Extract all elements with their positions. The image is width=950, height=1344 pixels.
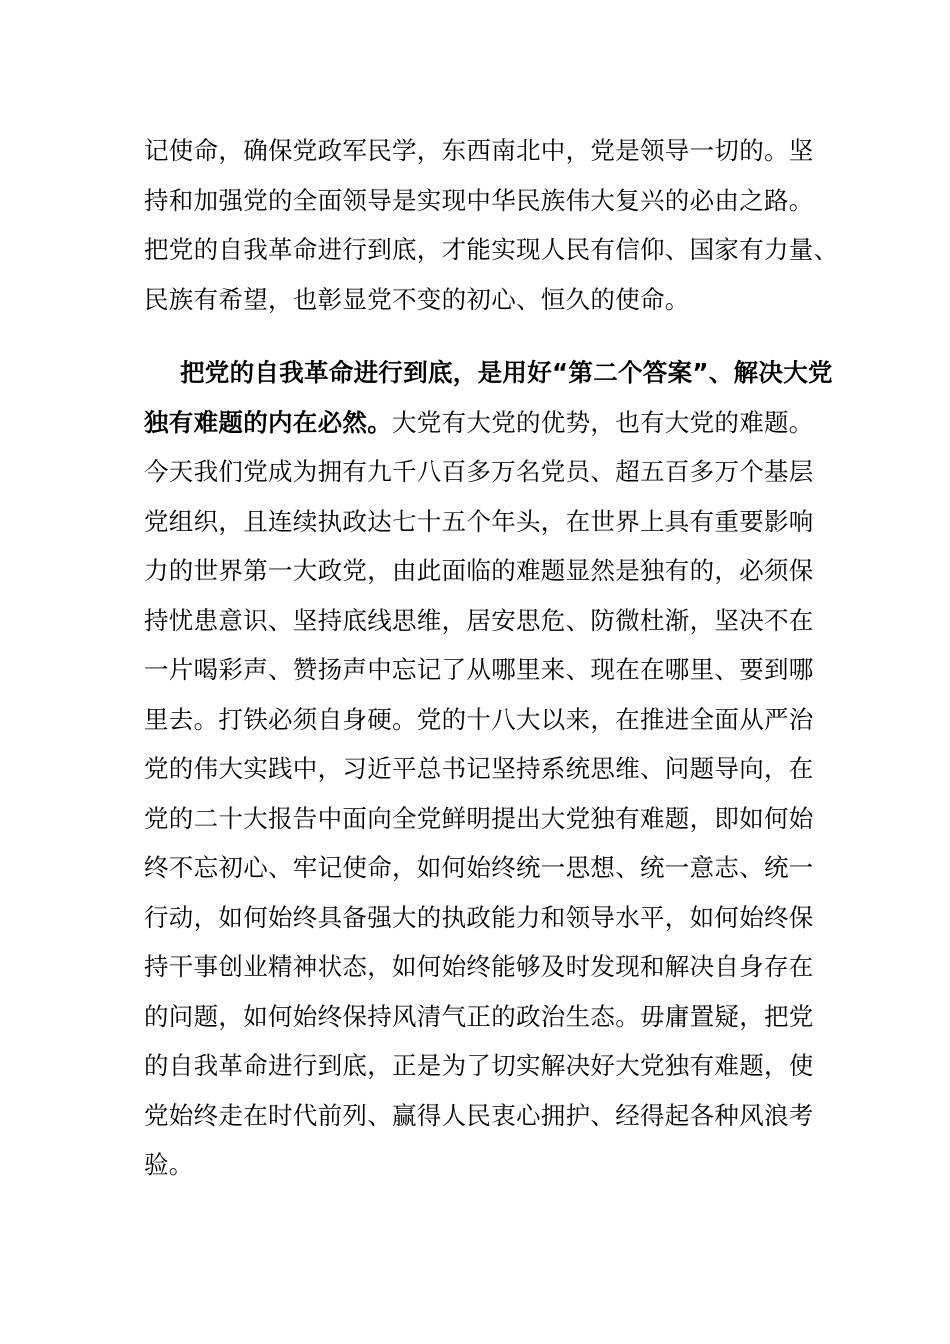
paragraph-1-line: 民族有希望，也彰显党不变的初心、恒久的使命。 [144, 284, 690, 314]
paragraph-1-line: 记使命，确保党政军民学，东西南北中，党是领导一切的。坚 [144, 136, 814, 165]
paragraph-2-line: 行动，如何始终具备强大的执政能力和领导水平，如何始终保 [144, 902, 814, 932]
paragraph-2-line: 里去。打铁必须自身硬。党的十八大以来，在推进全面从严治 [144, 704, 814, 734]
paragraph-1-line: 持和加强党的全面领导是实现中华民族伟大复兴的必由之路。 [144, 185, 814, 215]
paragraph-2-line: 党的二十大报告中面向全党鲜明提出大党独有难题，即如何始 [144, 803, 814, 833]
paragraph-2-line: 一片喝彩声、赞扬声中忘记了从哪里来、现在在哪里、要到哪 [144, 655, 814, 684]
paragraph-2-line: 党组织，且连续执政达七十五个年头，在世界上具有重要影响 [144, 506, 814, 536]
paragraph-2-heading-line: 把党的自我革命进行到底，是用好“第二个答案”、解决大党 [180, 358, 833, 387]
paragraph-2-line [144, 398, 814, 448]
paragraph-1 [144, 126, 839, 324]
paragraph-2-line: 的自我革命进行到底，正是为了切实解决好大党独有难题，使 [144, 1051, 814, 1080]
paragraph-2-line-rest: 大党有大党的优势，也有大党的难题。 [392, 407, 814, 437]
paragraph-2-line: 终不忘初心、牢记使命，如何始终统一思想、统一意志、统一 [144, 853, 814, 882]
paragraph-2-heading-end: 独有难题的内在必然。 [144, 407, 392, 437]
paragraph-2-line: 持干事创业精神状态，如何始终能够及时发现和解决自身存在 [144, 952, 814, 981]
paragraph-2-line: 力的世界第一大政党，由此面临的难题显然是独有的，必须保 [144, 556, 814, 585]
paragraph-2-line: 今天我们党成为拥有九千八百多万名党员、超五百多万个基层 [144, 457, 814, 486]
paragraph-2-line: 党始终走在时代前列、赢得人民衷心拥护、经得起各种风浪考 [144, 1100, 814, 1130]
paragraph-2-line: 验。 [144, 1150, 194, 1179]
paragraph-2-line: 党的伟大实践中，习近平总书记坚持系统思维、问题导向，在 [144, 754, 814, 783]
paragraph-2-line: 的问题，如何始终保持风清气正的政治生态。毋庸置疑，把党 [144, 1001, 814, 1031]
paragraph-2 [144, 348, 833, 1190]
paragraph-1-line: 把党的自我革命进行到底，才能实现人民有信仰、国家有力量、 [144, 235, 839, 264]
paragraph-2-line: 持忧患意识、坚持底线思维，居安思危、防微杜渐，坚决不在 [144, 605, 814, 635]
